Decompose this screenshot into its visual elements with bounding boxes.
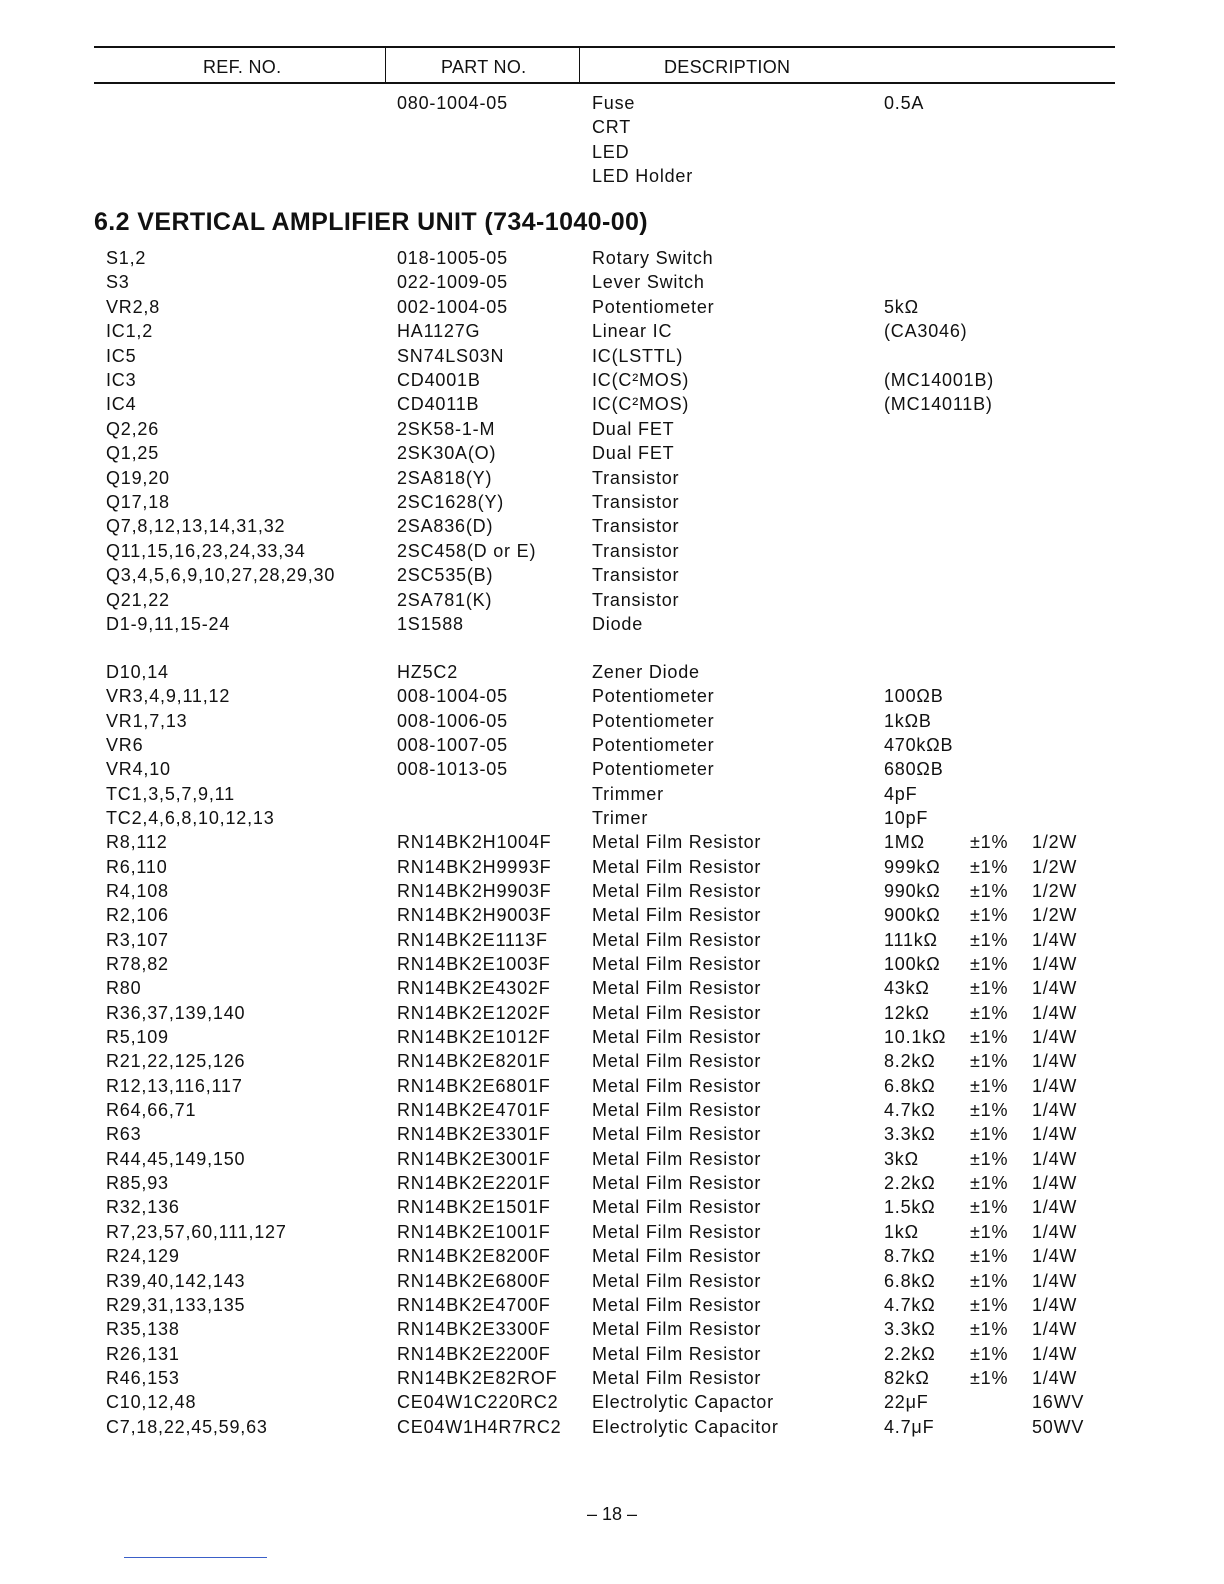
ref-cell: R29,31,133,135 bbox=[106, 1294, 246, 1315]
value-cell: (CA3046) bbox=[884, 321, 968, 342]
part-no-cell: RN14BK2H9993F bbox=[397, 856, 552, 877]
description-cell: Rotary Switch bbox=[592, 248, 714, 268]
description-cell: Metal Film Resistor bbox=[592, 1051, 762, 1072]
description-cell: Metal Film Resistor bbox=[592, 1197, 762, 1218]
table-row bbox=[0, 1246, 1224, 1270]
table-row bbox=[0, 735, 1224, 759]
table-row bbox=[0, 394, 1224, 418]
tolerance-cell: ±1% bbox=[970, 978, 1009, 999]
part-no-cell: RN14BK2E3300F bbox=[397, 1319, 551, 1340]
ref-cell: R21,22,125,126 bbox=[106, 1051, 246, 1072]
tolerance-cell: ±1% bbox=[970, 1270, 1009, 1291]
table-row bbox=[0, 443, 1224, 467]
part-no-cell: RN14BK2H9003F bbox=[397, 905, 552, 926]
value-cell: 12kΩ bbox=[884, 1002, 930, 1023]
ref-cell: Q11,15,16,23,24,33,34 bbox=[106, 540, 306, 561]
part-no-cell: 2SC535(B) bbox=[397, 565, 494, 586]
ref-cell: C7,18,22,45,59,63 bbox=[106, 1416, 268, 1437]
ref-cell: S1,2 bbox=[106, 248, 147, 268]
table-row bbox=[0, 1222, 1224, 1246]
header-divider bbox=[385, 47, 386, 83]
table-row bbox=[0, 492, 1224, 516]
tolerance-cell: ±1% bbox=[970, 1027, 1009, 1048]
table-row bbox=[0, 881, 1224, 905]
description-cell: Transistor bbox=[592, 565, 680, 586]
tolerance-cell: ±1% bbox=[970, 929, 1009, 950]
table-row bbox=[0, 248, 1224, 272]
tolerance-cell: ±1% bbox=[970, 1319, 1009, 1340]
ref-cell: VR2,8 bbox=[106, 296, 161, 317]
description-cell: Metal Film Resistor bbox=[592, 978, 762, 999]
part-no-cell: 1S1588 bbox=[397, 614, 464, 634]
rating-cell: 1/4W bbox=[1032, 978, 1078, 999]
part-no-cell: SN74LS03N bbox=[397, 345, 505, 366]
value-cell: 2.2kΩ bbox=[884, 1343, 936, 1364]
description-cell: Metal Film Resistor bbox=[592, 1343, 762, 1364]
value-cell: 990kΩ bbox=[884, 881, 941, 902]
description-cell: Zener Diode bbox=[592, 662, 700, 682]
part-no-cell: 002-1004-05 bbox=[397, 296, 508, 317]
value-cell: (MC14001B) bbox=[884, 370, 995, 390]
table-row bbox=[0, 905, 1224, 929]
ref-cell: R80 bbox=[106, 978, 142, 999]
ref-cell: R63 bbox=[106, 1124, 142, 1145]
table-row bbox=[0, 370, 1224, 394]
value-cell: 10pF bbox=[884, 808, 929, 829]
description-cell: Metal Film Resistor bbox=[592, 905, 762, 926]
tolerance-cell: ±1% bbox=[970, 1124, 1009, 1145]
table-row bbox=[0, 166, 1224, 190]
description-cell: Transistor bbox=[592, 467, 680, 488]
ref-cell: VR1,7,13 bbox=[106, 710, 188, 731]
rating-cell: 1/4W bbox=[1032, 1051, 1078, 1072]
value-cell: 5kΩ bbox=[884, 296, 919, 317]
tolerance-cell: ±1% bbox=[970, 954, 1009, 975]
part-no-cell: RN14BK2E2201F bbox=[397, 1173, 551, 1194]
tolerance-cell: ±1% bbox=[970, 1294, 1009, 1315]
header-divider bbox=[579, 47, 580, 83]
table-row bbox=[0, 1027, 1224, 1051]
header-top-rule bbox=[94, 46, 1115, 48]
part-no-cell: RN14BK2E4302F bbox=[397, 978, 551, 999]
ref-cell: R7,23,57,60,111,127 bbox=[106, 1221, 287, 1242]
description-cell: Transistor bbox=[592, 540, 680, 561]
rating-cell: 1/2W bbox=[1032, 856, 1078, 877]
part-no-cell: RN14BK2E8200F bbox=[397, 1246, 551, 1267]
description-cell: Metal Film Resistor bbox=[592, 1148, 762, 1169]
part-no-cell: RN14BK2E1113F bbox=[397, 929, 548, 950]
table-row bbox=[0, 930, 1224, 954]
rating-cell: 1/4W bbox=[1032, 1221, 1078, 1242]
table-row bbox=[0, 1319, 1224, 1343]
table-row bbox=[0, 117, 1224, 141]
description-cell: Linear IC bbox=[592, 321, 673, 342]
description-cell: Potentiometer bbox=[592, 759, 715, 780]
page-number: – 18 – bbox=[586, 1504, 638, 1524]
part-no-cell: 2SA818(Y) bbox=[397, 467, 493, 488]
header-part-no: PART NO. bbox=[441, 57, 527, 77]
ref-cell: Q7,8,12,13,14,31,32 bbox=[106, 516, 286, 537]
value-cell: 10.1kΩ bbox=[884, 1027, 947, 1048]
part-no-cell: RN14BK2E1012F bbox=[397, 1027, 551, 1048]
description-cell: Potentiometer bbox=[592, 296, 715, 317]
part-no-cell: 018-1005-05 bbox=[397, 248, 508, 268]
ref-cell: Q3,4,5,6,9,10,27,28,29,30 bbox=[106, 565, 336, 586]
part-no-cell: RN14BK2E3001F bbox=[397, 1148, 551, 1169]
description-cell: IC(C²MOS) bbox=[592, 370, 690, 390]
table-row bbox=[0, 297, 1224, 321]
value-cell: 3.3kΩ bbox=[884, 1124, 936, 1145]
table-row bbox=[0, 1173, 1224, 1197]
description-cell: Electrolytic Capactor bbox=[592, 1392, 774, 1413]
description-cell: Transistor bbox=[592, 516, 680, 537]
description-cell: Trimmer bbox=[592, 783, 664, 804]
description-cell: Fuse bbox=[592, 93, 636, 113]
table-row bbox=[0, 857, 1224, 881]
table-row bbox=[0, 954, 1224, 978]
ref-cell: R24,129 bbox=[106, 1246, 180, 1267]
value-cell: 6.8kΩ bbox=[884, 1075, 936, 1096]
footer-rule bbox=[124, 1557, 267, 1558]
part-no-cell: CE04W1C220RC2 bbox=[397, 1392, 559, 1413]
description-cell: LED bbox=[592, 141, 630, 162]
ref-cell: R44,45,149,150 bbox=[106, 1148, 246, 1169]
part-no-cell: 022-1009-05 bbox=[397, 272, 508, 293]
ref-cell: Q1,25 bbox=[106, 443, 160, 464]
tolerance-cell: ±1% bbox=[970, 905, 1009, 926]
description-cell: Diode bbox=[592, 614, 644, 634]
value-cell: 4.7μF bbox=[884, 1416, 935, 1437]
tolerance-cell: ±1% bbox=[970, 1197, 1009, 1218]
table-row bbox=[0, 565, 1224, 589]
value-cell: 4.7kΩ bbox=[884, 1100, 936, 1121]
table-row bbox=[0, 978, 1224, 1002]
tolerance-cell: ±1% bbox=[970, 1051, 1009, 1072]
table-row bbox=[0, 686, 1224, 710]
part-no-cell: RN14BK2E1202F bbox=[397, 1002, 551, 1023]
ref-cell: IC3 bbox=[106, 370, 137, 390]
table-row bbox=[0, 784, 1224, 808]
description-cell: Potentiometer bbox=[592, 735, 715, 756]
ref-cell: IC1,2 bbox=[106, 321, 154, 342]
description-cell: Metal Film Resistor bbox=[592, 856, 762, 877]
description-cell: Metal Film Resistor bbox=[592, 1367, 762, 1388]
description-cell: Metal Film Resistor bbox=[592, 1319, 762, 1340]
description-cell: Metal Film Resistor bbox=[592, 1294, 762, 1315]
rating-cell: 1/4W bbox=[1032, 954, 1078, 975]
ref-cell: IC5 bbox=[106, 345, 137, 366]
tolerance-cell: ±1% bbox=[970, 1075, 1009, 1096]
part-no-cell: RN14BK2E1501F bbox=[397, 1197, 551, 1218]
part-no-cell: RN14BK2E1001F bbox=[397, 1221, 551, 1242]
table-row bbox=[0, 142, 1224, 166]
part-no-cell: 008-1004-05 bbox=[397, 686, 508, 707]
tolerance-cell: ±1% bbox=[970, 1343, 1009, 1364]
rating-cell: 50WV bbox=[1032, 1416, 1085, 1437]
ref-cell: R12,13,116,117 bbox=[106, 1075, 243, 1096]
description-cell: Transistor bbox=[592, 589, 680, 610]
rating-cell: 1/4W bbox=[1032, 1246, 1078, 1267]
table-row bbox=[0, 1149, 1224, 1173]
value-cell: 1.5kΩ bbox=[884, 1197, 936, 1218]
table-row bbox=[0, 590, 1224, 614]
ref-cell: VR4,10 bbox=[106, 759, 171, 780]
table-row bbox=[0, 1076, 1224, 1100]
description-cell: IC(C²MOS) bbox=[592, 394, 690, 415]
rating-cell: 1/4W bbox=[1032, 1124, 1078, 1145]
table-row bbox=[0, 419, 1224, 443]
tolerance-cell: ±1% bbox=[970, 1002, 1009, 1023]
header-description: DESCRIPTION bbox=[664, 57, 791, 77]
part-no-cell: RN14BK2H9903F bbox=[397, 881, 552, 902]
table-row bbox=[0, 1124, 1224, 1148]
part-no-cell: 2SA836(D) bbox=[397, 516, 494, 537]
tolerance-cell: ±1% bbox=[970, 832, 1009, 853]
value-cell: 1kΩB bbox=[884, 710, 932, 731]
description-cell: Electrolytic Capacitor bbox=[592, 1416, 779, 1437]
rating-cell: 1/4W bbox=[1032, 1319, 1078, 1340]
ref-cell: Q17,18 bbox=[106, 492, 170, 512]
part-no-cell: RN14BK2E82ROF bbox=[397, 1367, 558, 1388]
tolerance-cell: ±1% bbox=[970, 1100, 1009, 1121]
part-no-cell: RN14BK2E6801F bbox=[397, 1075, 551, 1096]
table-row bbox=[0, 1003, 1224, 1027]
rating-cell: 1/2W bbox=[1032, 832, 1078, 853]
description-cell: Metal Film Resistor bbox=[592, 1027, 762, 1048]
ref-cell: R46,153 bbox=[106, 1367, 180, 1388]
table-row bbox=[0, 468, 1224, 492]
tolerance-cell: ±1% bbox=[970, 1221, 1009, 1242]
table-row bbox=[0, 1344, 1224, 1368]
ref-cell: IC4 bbox=[106, 394, 137, 415]
value-cell: 4pF bbox=[884, 783, 918, 804]
value-cell: 100kΩ bbox=[884, 954, 941, 975]
table-row bbox=[0, 541, 1224, 565]
value-cell: 43kΩ bbox=[884, 978, 930, 999]
value-cell: 3kΩ bbox=[884, 1148, 919, 1169]
table-row bbox=[0, 272, 1224, 296]
description-cell: Metal Film Resistor bbox=[592, 954, 762, 975]
description-cell: Transistor bbox=[592, 492, 680, 512]
value-cell: 6.8kΩ bbox=[884, 1270, 936, 1291]
ref-cell: R26,131 bbox=[106, 1343, 180, 1364]
rating-cell: 1/4W bbox=[1032, 1002, 1078, 1023]
description-cell: Potentiometer bbox=[592, 686, 715, 707]
description-cell: Dual FET bbox=[592, 418, 675, 439]
description-cell: Potentiometer bbox=[592, 710, 715, 731]
description-cell: IC(LSTTL) bbox=[592, 345, 684, 366]
rating-cell: 1/4W bbox=[1032, 1075, 1078, 1096]
table-row bbox=[0, 346, 1224, 370]
table-row bbox=[0, 759, 1224, 783]
table-row bbox=[0, 1368, 1224, 1392]
value-cell: 22μF bbox=[884, 1392, 929, 1413]
description-cell: Dual FET bbox=[592, 443, 675, 464]
rating-cell: 1/4W bbox=[1032, 1100, 1078, 1121]
ref-cell: TC2,4,6,8,10,12,13 bbox=[106, 808, 275, 829]
value-cell: 680ΩB bbox=[884, 759, 944, 780]
part-no-cell: 2SK58-1-M bbox=[397, 418, 496, 439]
ref-cell: R3,107 bbox=[106, 929, 169, 950]
tolerance-cell: ±1% bbox=[970, 1246, 1009, 1267]
description-cell: Metal Film Resistor bbox=[592, 1124, 762, 1145]
part-no-cell: 2SA781(K) bbox=[397, 589, 493, 610]
value-cell: 999kΩ bbox=[884, 856, 941, 877]
ref-cell: R78,82 bbox=[106, 954, 169, 975]
description-cell: Metal Film Resistor bbox=[592, 1270, 762, 1291]
part-no-cell: CE04W1H4R7RC2 bbox=[397, 1416, 562, 1437]
table-row bbox=[0, 808, 1224, 832]
part-no-cell: RN14BK2H1004F bbox=[397, 832, 552, 853]
ref-cell: R4,108 bbox=[106, 881, 169, 902]
ref-cell: S3 bbox=[106, 272, 130, 293]
rating-cell: 1/4W bbox=[1032, 1270, 1078, 1291]
table-row bbox=[0, 1271, 1224, 1295]
rating-cell: 1/2W bbox=[1032, 905, 1078, 926]
part-no-cell: RN14BK2E8201F bbox=[397, 1051, 551, 1072]
ref-cell: R6,110 bbox=[106, 856, 168, 877]
ref-cell: R36,37,139,140 bbox=[106, 1002, 246, 1023]
ref-cell: R8,112 bbox=[106, 832, 168, 853]
tolerance-cell: ±1% bbox=[970, 856, 1009, 877]
description-cell: Trimer bbox=[592, 808, 649, 829]
ref-cell: R39,40,142,143 bbox=[106, 1270, 246, 1291]
rating-cell: 1/4W bbox=[1032, 929, 1078, 950]
part-no-cell: 008-1013-05 bbox=[397, 759, 508, 780]
part-no-cell: RN14BK2E4701F bbox=[397, 1100, 551, 1121]
part-no-cell: 2SC1628(Y) bbox=[397, 492, 505, 512]
ref-cell: VR6 bbox=[106, 735, 144, 756]
table-row bbox=[0, 1392, 1224, 1416]
part-no-cell: RN14BK2E1003F bbox=[397, 954, 551, 975]
ref-cell: D10,14 bbox=[106, 662, 169, 682]
description-cell: Metal Film Resistor bbox=[592, 1100, 762, 1121]
part-no-cell: 008-1007-05 bbox=[397, 735, 508, 756]
ref-cell: C10,12,48 bbox=[106, 1392, 197, 1413]
ref-cell: Q21,22 bbox=[106, 589, 170, 610]
ref-cell: VR3,4,9,11,12 bbox=[106, 686, 231, 707]
rating-cell: 1/4W bbox=[1032, 1173, 1078, 1194]
value-cell: 470kΩB bbox=[884, 735, 954, 756]
value-cell: 1MΩ bbox=[884, 832, 925, 853]
value-cell: 111kΩ bbox=[884, 929, 938, 950]
part-no-cell: 008-1006-05 bbox=[397, 710, 508, 731]
table-row bbox=[0, 1197, 1224, 1221]
part-no-cell: CD4011B bbox=[397, 394, 480, 415]
table-row bbox=[0, 1051, 1224, 1075]
description-cell: Lever Switch bbox=[592, 272, 705, 293]
rating-cell: 1/2W bbox=[1032, 881, 1078, 902]
value-cell: 8.2kΩ bbox=[884, 1051, 936, 1072]
description-cell: Metal Film Resistor bbox=[592, 1246, 762, 1267]
description-cell: CRT bbox=[592, 117, 632, 138]
rating-cell: 1/4W bbox=[1032, 1148, 1078, 1169]
section-title: 6.2 VERTICAL AMPLIFIER UNIT (734-1040-00) bbox=[94, 208, 649, 236]
description-cell: Metal Film Resistor bbox=[592, 881, 762, 902]
rating-cell: 1/4W bbox=[1032, 1343, 1078, 1364]
description-cell: Metal Film Resistor bbox=[592, 1002, 762, 1023]
part-no-cell: RN14BK2E2200F bbox=[397, 1343, 551, 1364]
tolerance-cell: ±1% bbox=[970, 1367, 1009, 1388]
header-ref-no: REF. NO. bbox=[203, 57, 282, 77]
part-no-cell: HZ5C2 bbox=[397, 662, 459, 682]
value-cell: 82kΩ bbox=[884, 1367, 930, 1388]
part-no-cell: RN14BK2E6800F bbox=[397, 1270, 551, 1291]
ref-cell: R64,66,71 bbox=[106, 1100, 197, 1121]
header-bottom-rule bbox=[94, 82, 1115, 84]
ref-cell: TC1,3,5,7,9,11 bbox=[106, 783, 235, 804]
tolerance-cell: ±1% bbox=[970, 881, 1009, 902]
ref-cell: Q19,20 bbox=[106, 467, 170, 488]
table-row bbox=[0, 1417, 1224, 1441]
description-cell: Metal Film Resistor bbox=[592, 1221, 762, 1242]
ref-cell: D1-9,11,15-24 bbox=[106, 614, 231, 634]
tolerance-cell: ±1% bbox=[970, 1148, 1009, 1169]
ref-cell: R32,136 bbox=[106, 1197, 180, 1218]
ref-cell: R2,106 bbox=[106, 905, 169, 926]
value-cell: 4.7kΩ bbox=[884, 1294, 936, 1315]
ref-cell: R35,138 bbox=[106, 1319, 180, 1340]
table-row bbox=[0, 1295, 1224, 1319]
description-cell: Metal Film Resistor bbox=[592, 929, 762, 950]
value-cell: 100ΩB bbox=[884, 686, 944, 707]
tolerance-cell: ±1% bbox=[970, 1173, 1009, 1194]
description-cell: Metal Film Resistor bbox=[592, 1075, 762, 1096]
part-no-cell: CD4001B bbox=[397, 370, 481, 390]
rating-cell: 1/4W bbox=[1032, 1027, 1078, 1048]
value-cell: 1kΩ bbox=[884, 1221, 919, 1242]
table-row bbox=[0, 1100, 1224, 1124]
value-cell: 0.5A bbox=[884, 93, 925, 113]
value-cell: 900kΩ bbox=[884, 905, 941, 926]
part-no-cell: 2SC458(D or E) bbox=[397, 540, 537, 561]
table-row bbox=[0, 93, 1224, 117]
table-row bbox=[0, 662, 1224, 686]
table-row bbox=[0, 711, 1224, 735]
ref-cell: R85,93 bbox=[106, 1173, 169, 1194]
value-cell: (MC14011B) bbox=[884, 394, 993, 415]
description-cell: Metal Film Resistor bbox=[592, 1173, 762, 1194]
part-no-cell: HA1127G bbox=[397, 321, 481, 342]
table-row bbox=[0, 614, 1224, 638]
part-no-cell: 2SK30A(O) bbox=[397, 443, 497, 464]
table-row bbox=[0, 516, 1224, 540]
ref-cell: Q2,26 bbox=[106, 418, 160, 439]
part-no-cell: 080-1004-05 bbox=[397, 93, 508, 113]
description-cell: LED Holder bbox=[592, 166, 694, 187]
rating-cell: 16WV bbox=[1032, 1392, 1085, 1413]
rating-cell: 1/4W bbox=[1032, 1197, 1078, 1218]
table-row bbox=[0, 832, 1224, 856]
value-cell: 2.2kΩ bbox=[884, 1173, 936, 1194]
value-cell: 8.7kΩ bbox=[884, 1246, 936, 1267]
description-cell: Metal Film Resistor bbox=[592, 832, 762, 853]
rating-cell: 1/4W bbox=[1032, 1294, 1078, 1315]
table-row bbox=[0, 321, 1224, 345]
value-cell: 3.3kΩ bbox=[884, 1319, 936, 1340]
ref-cell: R5,109 bbox=[106, 1027, 169, 1048]
part-no-cell: RN14BK2E3301F bbox=[397, 1124, 551, 1145]
part-no-cell: RN14BK2E4700F bbox=[397, 1294, 551, 1315]
rating-cell: 1/4W bbox=[1032, 1367, 1078, 1388]
